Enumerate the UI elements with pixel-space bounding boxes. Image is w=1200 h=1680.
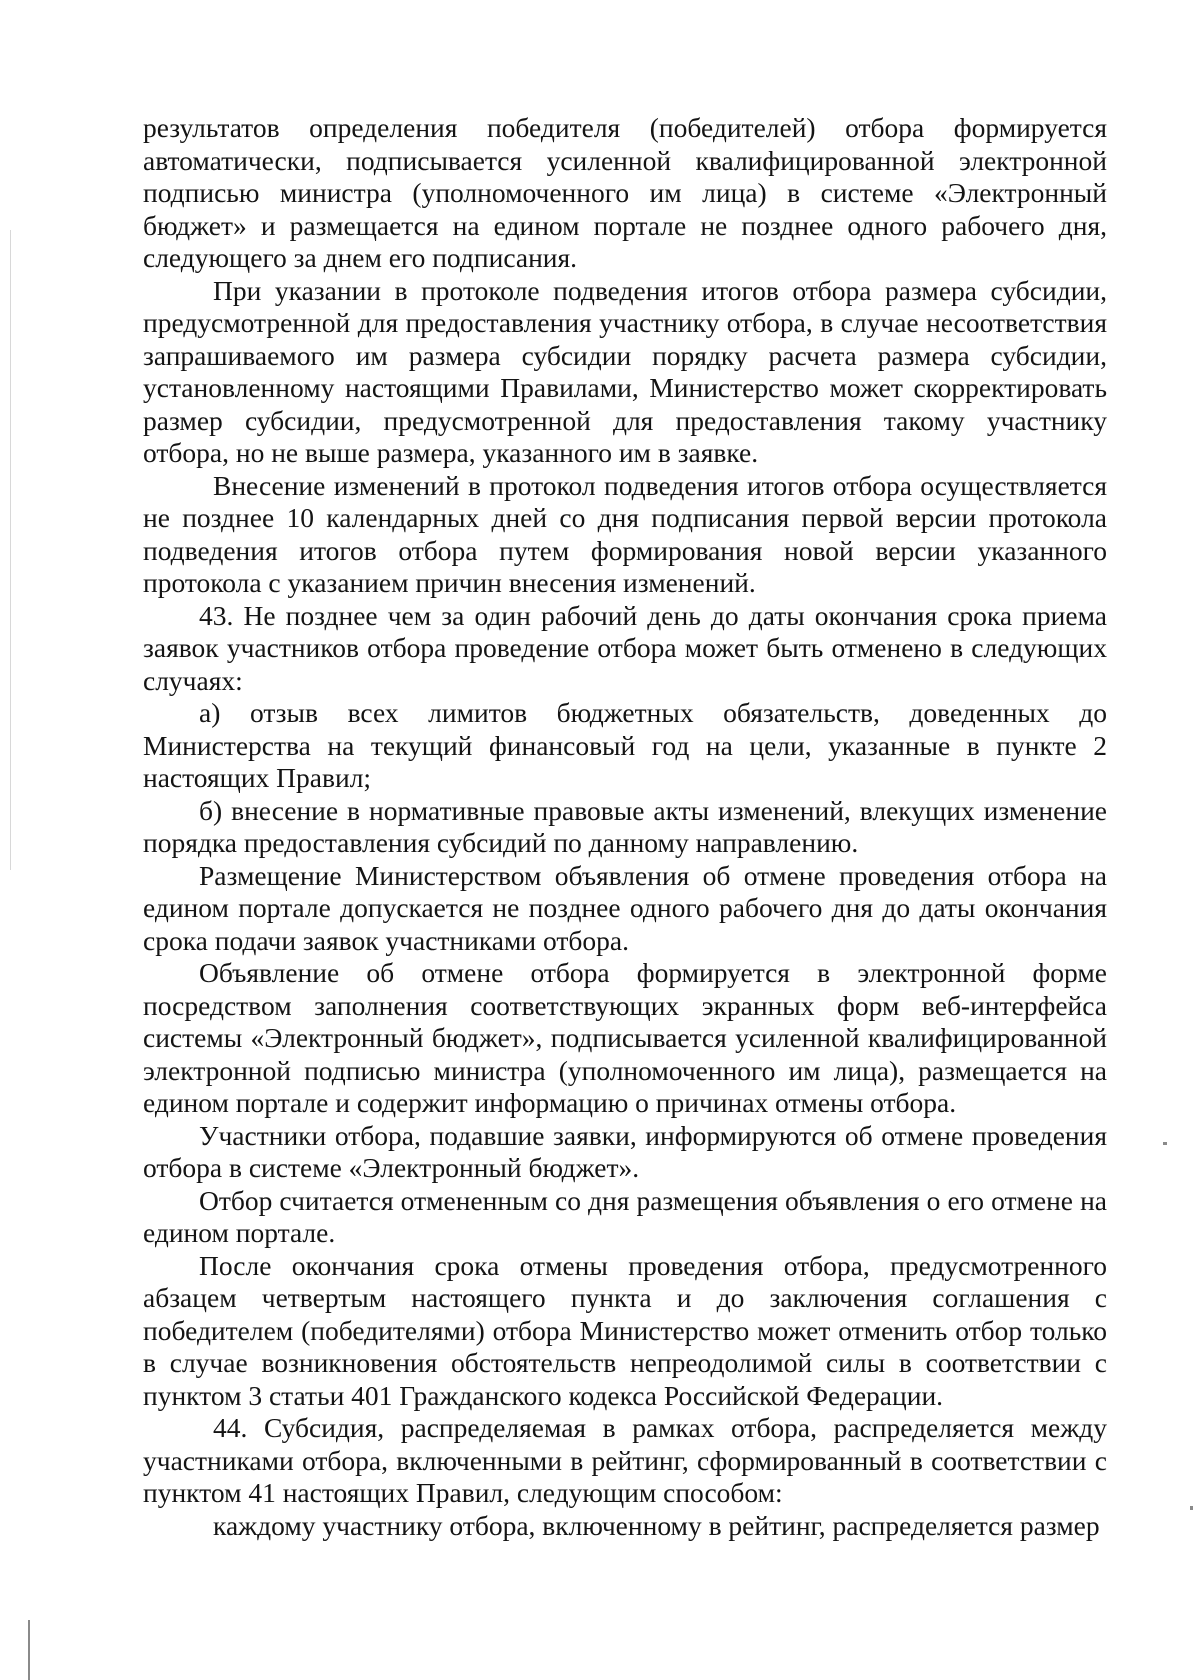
paragraph-item-43-b: б) внесение в нормативные правовые акты изменений, влекущих изменение порядка предоставления субсидий по данному направлению.	[143, 794, 1107, 858]
paragraph-participants-informed: Участники отбора, подавшие заявки, информируются об отмене проведения отбора в системе «Электронный бюджет».	[143, 1119, 1107, 1183]
paragraph-force-majeure: После окончания срока отмены проведения отбора, предусмотренного абзацем четвертым настоящего пункта и до заключения соглашения с победителем (победителями) отбора Министерство может отменить отбор только в случае возникновения обстоятельств непреодолимой силы в соответствии с пунктом 3 статьи 401 Гражданского кодекса Российской Федерации.	[143, 1249, 1107, 1411]
scan-speck	[1163, 1142, 1167, 1145]
paragraph-item-44: 44. Субсидия, распределяемая в рамках отбора, распределяется между участниками отбора, включенными в рейтинг, сформированный в соответствии с пунктом 41 настоящих Правил, следующим способом:	[143, 1412, 1107, 1508]
paragraph-item-43-a: а) отзыв всех лимитов бюджетных обязательств, доведенных до Министерства на текущий финансовый год на цели, указанные в пункте 2 настоящих Правил;	[143, 697, 1107, 793]
paragraph-protocol-results-continued: результатов определения победителя (победителей) отбора формируется автоматически, подписывается усиленной квалифицированной электронной подписью министра (уполномоченного им лица) в системе «Электронный бюджет» и размещается на едином портале не позднее одного рабочего дня, следующего за днем его подписания.	[143, 112, 1107, 273]
paragraph-item-43: 43. Не позднее чем за один рабочий день до даты окончания срока приема заявок участников отбора проведение отбора может быть отменено в следующих случаях:	[143, 599, 1107, 696]
scan-speck	[1190, 1506, 1193, 1510]
paragraph-selection-cancelled: Отбор считается отмененным со дня размещения объявления о его отмене на едином портале.	[143, 1184, 1107, 1248]
document-page	[143, 112, 1107, 1542]
paragraph-cancellation-posting: Размещение Министерством объявления об отмене проведения отбора на едином портале допускается не позднее одного рабочего дня до даты окончания срока подачи заявок участниками отбора.	[143, 859, 1107, 956]
paragraph-subsidy-size-adjustment: При указании в протоколе подведения итогов отбора размера субсидии, предусмотренной для предоставления участнику отбора, в случае несоответствия запрашиваемого им размера субсидии порядку расчета размера субсидии, установленному настоящими Правилами, Министерство может скорректировать размер субсидии, предусмотренной для предоставления такому участнику отбора, но не выше размера, указанного им в заявке.	[143, 274, 1107, 468]
scan-margin-line-faint	[10, 230, 11, 870]
scan-margin-line	[28, 1620, 30, 1680]
paragraph-protocol-amendments: Внесение изменений в протокол подведения итогов отбора осуществляется не позднее 10 календарных дней со дня подписания первой версии протокола подведения итогов отбора путем формирования новой версии указанного протокола с указанием причин внесения изменений.	[143, 469, 1107, 598]
paragraph-cancellation-notice-form: Объявление об отмене отбора формируется в электронной форме посредством заполнения соответствующих экранных форм веб-интерфейса системы «Электронный бюджет», подписывается усиленной квалифицированной электронной подписью министра (уполномоченного им лица), размещается на едином портале и содержит информацию о причинах отмены отбора.	[143, 957, 1107, 1118]
paragraph-distribution-start: каждому участнику отбора, включенному в рейтинг, распределяется размер	[213, 1509, 1100, 1541]
